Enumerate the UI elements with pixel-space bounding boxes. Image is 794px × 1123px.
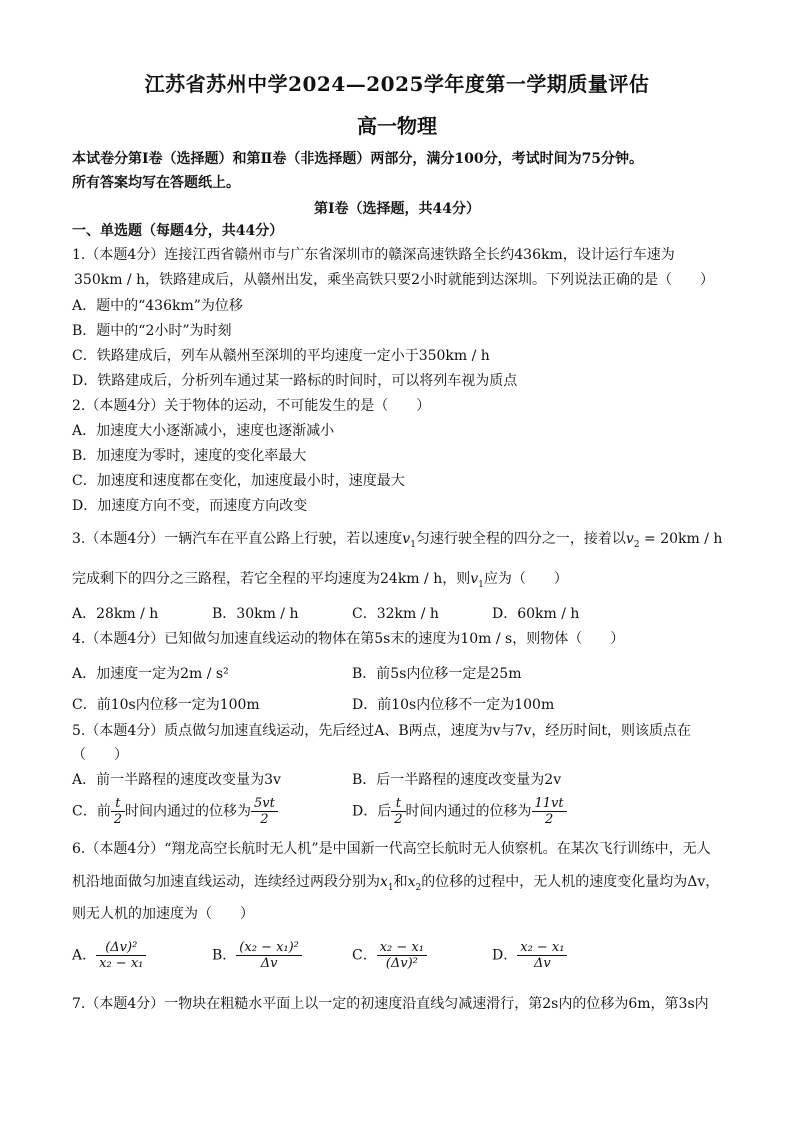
- q3-option-b: B．30km / h: [212, 606, 299, 622]
- q3-stem-line2-b: 应为（ ）: [483, 571, 568, 587]
- q5-option-c: [72, 796, 278, 827]
- v1-symbol: v: [402, 531, 411, 547]
- q6-b-numerator: (x₂ − x₁)²: [236, 940, 302, 956]
- q2-option-c: C．加速度和速度都在变化，加速度最小时，速度最大: [72, 473, 405, 489]
- q6-option-a: [72, 940, 146, 971]
- q1-option-b: B．题中的“2小时”为时刻: [72, 323, 232, 339]
- q1-option-d: D．铁路建成后，分析列车通过某一路标的时间时，可以将列车视为质点: [72, 373, 518, 389]
- instructions-line-2: 所有答案均写在答题纸上。: [72, 175, 240, 191]
- q3-stem-line2: [72, 570, 568, 594]
- q6-d-denominator: Δv: [533, 956, 551, 971]
- q6-stem-line2-b: 和: [393, 874, 408, 890]
- q3-option-c: C．32km / h: [352, 606, 439, 622]
- section1-title: 一、单选题（每题4分，共44分）: [72, 223, 284, 239]
- q4-stem: 4.（本题4分）已知做匀加速直线运动的物体在第5s末的速度为10m / s，则物体（ ）: [72, 631, 625, 647]
- q1-option-a: A．题中的“436km”为位移: [72, 298, 243, 314]
- v1-symbol: v: [470, 571, 479, 587]
- q5-option-a: A．前一半路程的速度改变量为3v: [72, 772, 281, 788]
- instructions-line-1: 本试卷分第Ⅰ卷（选择题）和第Ⅱ卷（非选择题）两部分，满分100分，考试时间为75分钟。: [72, 151, 644, 167]
- v1-subscript: 1: [410, 539, 416, 550]
- q3-stem-part-b: 匀速行驶全程的四分之一，接着以: [415, 531, 626, 547]
- q6-b-fraction: [236, 940, 302, 971]
- q3-option-d: D．60km / h: [492, 606, 580, 622]
- q3-stem-part-a: 3.（本题4分）一辆汽车在平直公路上行驶，若以速度: [72, 531, 403, 547]
- q2-stem: 2.（本题4分）关于物体的运动，不可能发生的是（ ）: [72, 398, 431, 414]
- q6-stem-line2-c: 的位移的过程中，无人机的速度变化量均为Δv，: [421, 874, 720, 890]
- q6-stem-line1: 6.（本题4分）“翔龙高空长航时无人机”是中国新一代高空长航时无人侦察机。在某次飞行训练中，无人: [72, 841, 711, 857]
- q6-a-fraction: [96, 940, 146, 971]
- q5-option-b: B．后一半路程的速度改变量为2v: [352, 772, 562, 788]
- x2-subscript: 2: [415, 882, 422, 893]
- q4-option-c: C．前10s内位移一定为100m: [72, 697, 260, 713]
- q4-option-d: D．前10s内位移不一定为100m: [352, 697, 555, 713]
- q6-stem-line3: 则无人机的加速度为（ ）: [72, 906, 254, 922]
- t-half-fraction: [111, 796, 125, 827]
- q6-c-denominator: (Δv)²: [385, 956, 418, 971]
- q6-d-fraction: [517, 940, 567, 971]
- q6-stem-line2-a: 机沿地面做匀加速直线运动，连续经过两段分别为: [72, 874, 380, 890]
- t-half-numerator: t: [111, 796, 125, 812]
- q2-option-b: B．加速度为零时，速度的变化率最大: [72, 448, 307, 464]
- part1-title: 第Ⅰ卷（选择题，共44分）: [313, 201, 481, 217]
- q5-c-numerator: 5vt: [251, 796, 278, 812]
- q6-a-label: A．: [72, 947, 97, 964]
- q6-a-numerator: (Δv)²: [96, 940, 146, 956]
- q3-stem-part-c: = 20km / h: [639, 531, 723, 547]
- q3-stem-line2-a: 完成剩下的四分之三路程，若它全程的平均速度为24km / h，则: [72, 571, 471, 587]
- q4-option-b: B．前5s内位移一定是25m: [352, 666, 522, 682]
- q6-option-d: [492, 940, 567, 971]
- q3-stem-line1: [72, 530, 722, 554]
- q5-d-numerator: 11vt: [532, 796, 567, 812]
- q5-c-pre: C．前: [72, 803, 111, 820]
- q6-d-label: D．: [492, 947, 518, 964]
- v1-subscript: 1: [478, 579, 484, 590]
- q6-option-b: [212, 940, 302, 971]
- v2-subscript: 2: [633, 539, 640, 550]
- q6-b-label: B．: [212, 947, 237, 964]
- q6-a-denominator: x₂ − x₁: [99, 956, 144, 971]
- q6-option-c: [352, 940, 427, 971]
- exam-subject: 高一物理: [357, 114, 437, 138]
- q6-d-numerator: x₂ − x₁: [517, 940, 567, 956]
- q5-stem-line1: 5.（本题4分）质点做匀加速直线运动，先后经过A、B两点，速度为v与7v，经历时间t，则该质点在: [72, 723, 692, 739]
- q6-c-fraction: [377, 940, 427, 971]
- x1-symbol: x: [380, 874, 388, 890]
- q5-d-mid: 时间内通过的位移为: [405, 803, 532, 820]
- x2-symbol: x: [407, 874, 416, 890]
- q5-d-fraction: [532, 796, 567, 827]
- t-half-denominator: 2: [394, 812, 403, 827]
- q1-stem-line1: 1.（本题4分）连接江西省赣州市与广东省深圳市的赣深高速铁路全长约436km，设计运行车速为: [72, 247, 675, 263]
- q6-c-label: C．: [352, 947, 377, 964]
- q1-stem-line2: 350km / h，铁路建成后，从赣州出发，乘坐高铁只要2小时就能到达深圳。下列说法正确的是（ ）: [74, 272, 715, 288]
- q3-option-a: A．28km / h: [72, 606, 159, 622]
- t-half-denominator: 2: [113, 812, 122, 827]
- exam-title: 江苏省苏州中学2024—2025学年度第一学期质量评估: [144, 72, 650, 96]
- q4-option-a: A．加速度一定为2m / s²: [72, 666, 229, 682]
- q7-stem-line1: 7.（本题4分）一物块在粗糙水平面上以一定的初速度沿直线匀减速滑行，第2s内的位移为6m，第3s内: [72, 996, 709, 1012]
- q6-c-numerator: x₂ − x₁: [377, 940, 427, 956]
- q5-c-fraction: [251, 796, 278, 827]
- v2-symbol: v: [625, 531, 634, 547]
- q5-c-mid: 时间内通过的位移为: [125, 803, 251, 820]
- q2-option-d: D．加速度方向不变，而速度方向改变: [72, 498, 308, 514]
- q5-option-d: [352, 796, 567, 827]
- t-half-numerator: t: [391, 796, 405, 812]
- q5-c-denominator: 2: [260, 812, 269, 827]
- q1-option-c: C．铁路建成后，列车从赣州至深圳的平均速度一定小于350km / h: [72, 348, 490, 364]
- q5-d-pre: D．后: [352, 803, 392, 820]
- t-half-fraction: [391, 796, 405, 827]
- q6-b-denominator: Δv: [260, 956, 278, 971]
- q6-stem-line2: [72, 873, 719, 897]
- x1-subscript: 1: [387, 882, 394, 893]
- q5-stem-line2: （ ）: [72, 747, 128, 763]
- q2-option-a: A．加速度大小逐渐减小，速度也逐渐减小: [72, 423, 335, 439]
- q5-d-denominator: 2: [544, 812, 554, 827]
